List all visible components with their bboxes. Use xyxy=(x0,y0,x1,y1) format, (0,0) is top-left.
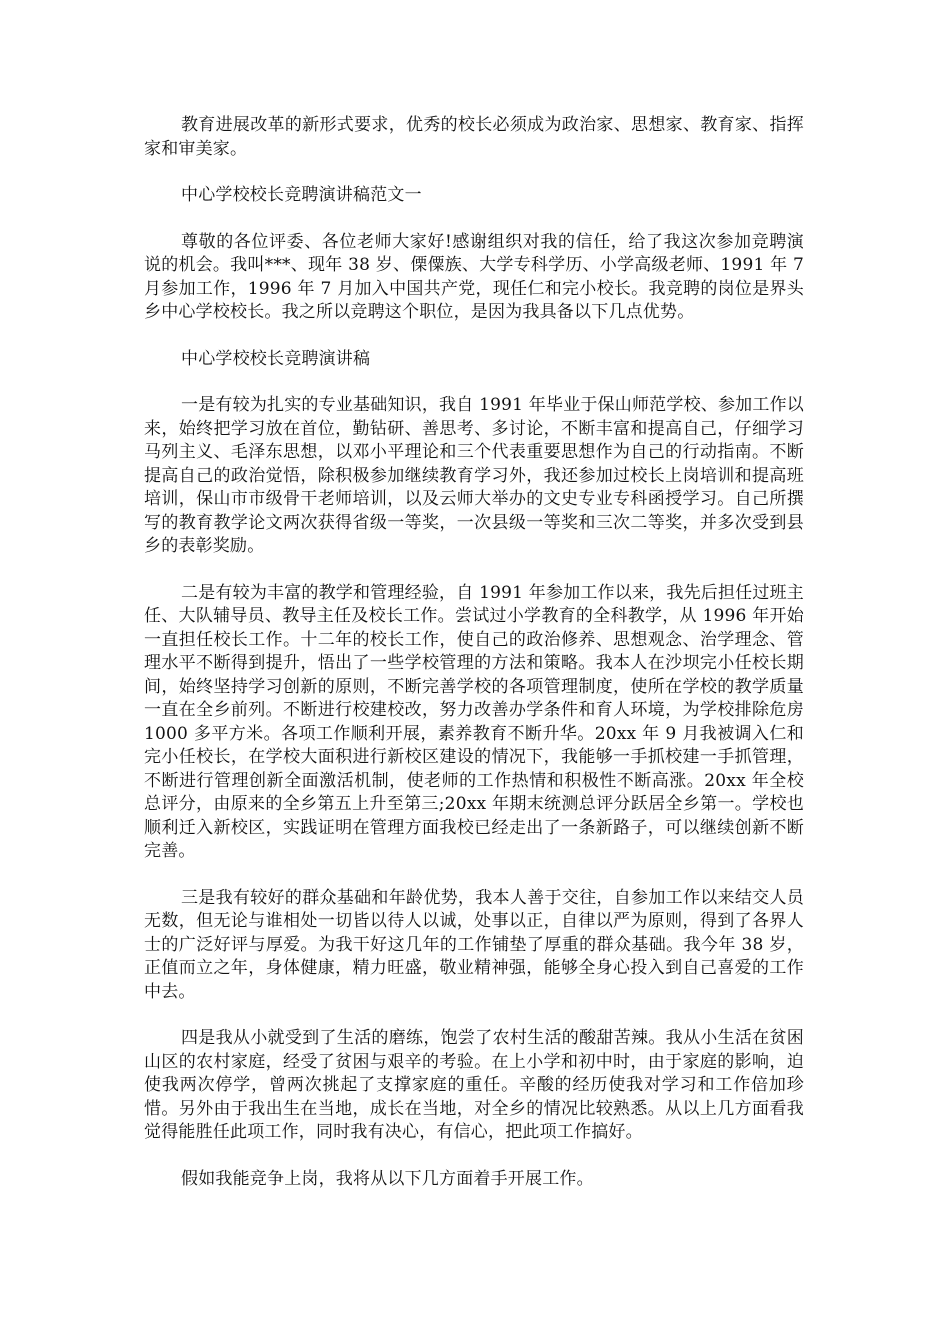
document-body xyxy=(144,114,804,1214)
section-title-sample-one: 中心学校校长竞聘演讲稿范文一 xyxy=(181,185,422,205)
paragraph-greeting: 尊敬的各位评委、各位老师大家好!感谢组织对我的信任，给了我这次参加竞聘演说的机会。我叫***、现年 38 岁、傈僳族、大学专科学历、小学高级老师、1991 年 7 月参加工作，1996 年 7 月加入中国共产党，现任仁和完小校长。我竞聘的岗位是界头乡中心学校校长。我之所以竞聘这个职位，是因为我具备以下几点优势。 xyxy=(144,231,804,322)
paragraph-advantage-one: 一是有较为扎实的专业基础知识，我自 1991 年毕业于保山师范学校、参加工作以来，始终把学习放在首位，勤钻研、善思考、多讨论，不断丰富和提高自己，仔细学习马列主义、毛泽东思想，以邓小平理论和三个代表重要思想作为自己的行动指南。不断提高自己的政治觉悟，除积极参加继续教育学习外，我还参加过校长上岗培训和提高班培训，保山市市级骨干老师培训，以及云师大举办的文史专业专科函授学习。自己所撰写的教育教学论文两次获得省级一等奖，一次县级一等奖和三次二等奖，并多次受到县乡的表彰奖励。 xyxy=(144,395,804,556)
paragraph-advantage-four: 四是我从小就受到了生活的磨练，饱尝了农村生活的酸甜苦辣。我从小生活在贫困山区的农村家庭，经受了贫困与艰辛的考验。在上小学和初中时，由于家庭的影响，迫使我两次停学，曾两次挑起了支撑家庭的重任。辛酸的经历使我对学习和工作倍加珍惜。另外由于我出生在当地，成长在当地，对全乡的情况比较熟悉。从以上几方面看我觉得能胜任此项工作，同时我有决心，有信心，把此项工作搞好。 xyxy=(144,1028,804,1142)
section-title-speech: 中心学校校长竞聘演讲稿 xyxy=(181,348,371,369)
paragraph-intro: 教育进展改革的新形式要求，优秀的校长必须成为政治家、思想家、教育家、指挥家和审美家。 xyxy=(144,115,804,159)
paragraph-plan-intro: 假如我能竞争上岗，我将从以下几方面着手开展工作。 xyxy=(181,1168,594,1189)
paragraph-advantage-three: 三是我有较好的群众基础和年龄优势，我本人善于交往，自参加工作以来结交人员无数，但无论与谁相处一切皆以待人以诚，处事以正，自律以严为原则，得到了各界人士的广泛好评与厚爱。为我干好这几年的工作铺垫了厚重的群众基础。我今年 38 岁，正值而立之年，身体健康，精力旺盛，敬业精神强，能够全身心投入到自己喜爱的工作中去。 xyxy=(144,887,804,1002)
paragraph-advantage-two: 二是有较为丰富的教学和管理经验，自 1991 年参加工作以来，我先后担任过班主任、大队辅导员、教导主任及校长工作。尝试过小学教育的全科教学，从 1996 年开始一直担任校长工作。十二年的校长工作，使自己的政治修养、思想观念、治学理念、管理水平不断得到提升，悟出了一些学校管理的方法和策略。我本人在沙坝完小任校长期间，始终坚持学习创新的原则，不断完善学校的各项管理制度，使所在学校的教学质量一直在全乡前列。不断进行校建校改，努力改善办学条件和育人环境，为学校排除危房 1000 多平方米。各项工作顺利开展，素养教育不断升华。20xx 年 9 月我被调入仁和完小任校长，在学校大面积进行新校区建设的情况下，我能够一手抓校建一手抓管理，不断进行管理创新全面激活机制，使老师的工作热情和积极性不断高涨。20xx 年全校总评分，由原来的全乡第五上升至第三;20xx 年期末统测总评分跃居全乡第一。学校也顺利迁入新校区，实践证明在管理方面我校已经走出了一条新路子，可以继续创新不断完善。 xyxy=(144,582,804,861)
